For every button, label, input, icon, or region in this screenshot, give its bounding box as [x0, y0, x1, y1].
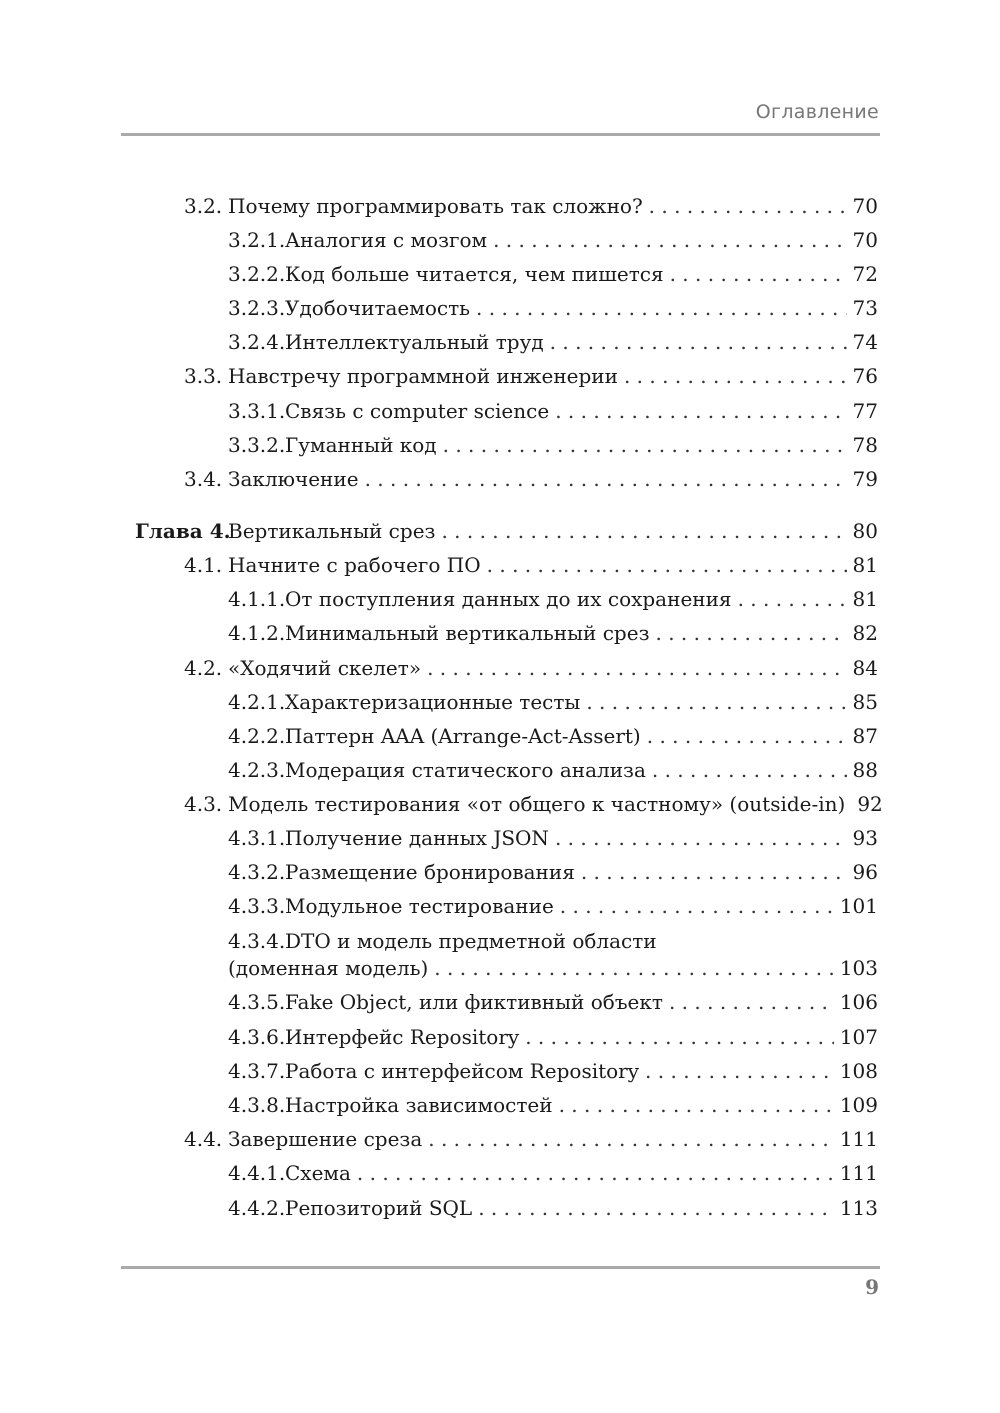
- toc-entry: [0, 193, 1000, 219]
- dot-leader: [357, 1160, 834, 1186]
- toc-entry-number: 3.2.2.: [228, 262, 286, 286]
- dot-leader: [669, 989, 834, 1015]
- toc-entry-number: 3.3.: [184, 364, 223, 388]
- dot-leader: [581, 859, 847, 885]
- dot-leader: [645, 1058, 834, 1084]
- toc-entry: [0, 227, 1000, 253]
- toc-entry: [0, 329, 1000, 355]
- toc-entry-number: 4.1.: [184, 553, 223, 577]
- dot-leader: [478, 1195, 834, 1221]
- toc-entry-page: 84: [852, 656, 878, 680]
- header-rule: [121, 133, 880, 136]
- toc-entry: [0, 689, 1000, 715]
- page-number: 9: [865, 1275, 879, 1299]
- toc-entry-number: 4.3.1.: [228, 826, 286, 850]
- toc-entry: [0, 859, 1000, 885]
- toc-entry-page: 88: [852, 758, 878, 782]
- toc-entry-page: 87: [852, 724, 878, 748]
- toc-entry: [0, 1092, 1000, 1118]
- toc-entry-number: 4.2.1.: [228, 690, 286, 714]
- toc-entry-number: 4.4.2.: [228, 1196, 286, 1220]
- dot-leader: [586, 689, 846, 715]
- toc-entry-number: 4.3.4.: [228, 929, 286, 953]
- toc-entry-title: Связь с computer science: [285, 399, 550, 423]
- toc-entry: [0, 620, 1000, 646]
- toc-entry-number: Глава 4.: [135, 519, 231, 543]
- toc-entry-title: Размещение бронирования: [285, 860, 575, 884]
- dot-leader: [365, 466, 847, 492]
- toc-entry: [0, 363, 1000, 389]
- toc-entry-number: 4.1.1.: [228, 587, 286, 611]
- toc-entry-page: 76: [852, 364, 878, 388]
- toc-entry: [0, 791, 1000, 817]
- toc-entry-title: Паттерн AAA (Arrange-Act-Assert): [285, 724, 641, 748]
- toc-entry: [0, 432, 1000, 458]
- toc-entry: [0, 518, 1000, 544]
- dot-leader: [555, 825, 847, 851]
- toc-entry-title: Получение данных JSON: [285, 826, 549, 850]
- toc-entry-page: 92: [857, 792, 883, 816]
- toc-entry-number: 4.2.2.: [228, 724, 286, 748]
- toc-entry-title: Fake Object, или фиктивный объект: [285, 990, 663, 1014]
- toc-entry: [0, 261, 1000, 287]
- running-header: Оглавление: [755, 101, 879, 123]
- toc-entry-page: 111: [839, 1161, 878, 1185]
- toc-entry: [0, 825, 1000, 851]
- toc-entry-page: 82: [852, 621, 878, 645]
- dot-leader: [555, 398, 846, 424]
- dot-leader: [487, 552, 847, 578]
- toc-entry: [0, 989, 1000, 1015]
- dot-leader: [649, 193, 847, 219]
- toc-entry-title: «Ходячий скелет»: [228, 656, 422, 680]
- toc-entry-page: 93: [852, 826, 878, 850]
- dot-leader: [441, 518, 846, 544]
- toc-entry-title: Модульное тестирование: [285, 894, 554, 918]
- toc-entry-page: 96: [852, 860, 878, 884]
- toc-entry-title-line1: DTO и модель предметной области: [285, 929, 657, 953]
- toc-entry-title: Настройка зависимостей: [285, 1093, 553, 1117]
- dot-leader: [624, 363, 847, 389]
- footer-rule: [121, 1266, 880, 1269]
- dot-leader: [652, 757, 847, 783]
- toc-entry-title: Модерация статического анализа: [285, 758, 646, 782]
- toc-entry-number: 4.1.2.: [228, 621, 286, 645]
- toc-entry-page: 70: [852, 228, 878, 252]
- toc-entry-page: 109: [839, 1093, 878, 1117]
- toc-entry: [0, 893, 1000, 919]
- toc-entry-title: Работа с интерфейсом Repository: [285, 1059, 640, 1083]
- toc-entry-page: 72: [852, 262, 878, 286]
- toc-entry-page: 107: [839, 1025, 878, 1049]
- dot-leader: [738, 586, 847, 612]
- toc-entry-number: 4.3.7.: [228, 1059, 286, 1083]
- toc-entry-number: 3.2.3.: [228, 296, 286, 320]
- dot-leader: [434, 955, 834, 981]
- toc-entry-number: 4.3.3.: [228, 894, 286, 918]
- toc-entry-title: Удобочитаемость: [285, 296, 471, 320]
- toc-entry: [0, 466, 1000, 492]
- toc-entry-page: 103: [839, 956, 878, 980]
- dot-leader: [670, 261, 847, 287]
- dot-leader: [647, 723, 847, 749]
- toc-entry: [0, 1126, 1000, 1152]
- toc-entry-title: Модель тестирования «от общего к частному» (outside-in): [228, 792, 846, 816]
- toc-entry-number: 3.2.: [184, 194, 223, 218]
- toc-entry-number: 4.2.: [184, 656, 223, 680]
- toc-entry-page: 77: [852, 399, 878, 423]
- toc-entry-title: Интеллектуальный труд: [285, 330, 544, 354]
- toc-entry-page: 78: [852, 433, 878, 457]
- toc-entry-number: 3.2.4.: [228, 330, 286, 354]
- toc-entry-number: 4.3.6.: [228, 1025, 286, 1049]
- dot-leader: [427, 655, 846, 681]
- dot-leader: [559, 1092, 834, 1118]
- toc-entry-title: Интерфейс Repository: [285, 1025, 520, 1049]
- toc-entry-number: 4.4.: [184, 1127, 223, 1151]
- toc-entry-title: Код больше читается, чем пишется: [285, 262, 664, 286]
- toc-entry-number: 3.3.2.: [228, 433, 286, 457]
- toc-entry-number: 4.3.5.: [228, 990, 286, 1014]
- toc-entry-page: 70: [852, 194, 878, 218]
- toc-entry-page: 101: [839, 894, 878, 918]
- toc-entry: [0, 586, 1000, 612]
- toc-entry: [0, 1195, 1000, 1221]
- toc-entry: [0, 723, 1000, 749]
- toc-entry: [0, 1160, 1000, 1186]
- toc-entry-title: (доменная модель): [228, 956, 429, 980]
- toc-entry-number: 3.4.: [184, 467, 223, 491]
- toc-entry: [0, 757, 1000, 783]
- toc-entry-title: Аналогия с мозгом: [285, 228, 488, 252]
- toc-entry-number: 3.2.1.: [228, 228, 286, 252]
- toc-entry-page: 79: [852, 467, 878, 491]
- dot-leader: [443, 432, 847, 458]
- toc-entry-page: 108: [839, 1059, 878, 1083]
- toc-entry-title: Навстречу программной инженерии: [228, 364, 618, 388]
- toc-entry-page: 106: [839, 990, 878, 1014]
- dot-leader: [655, 620, 846, 646]
- toc-entry: [0, 552, 1000, 578]
- toc-entry-title: От поступления данных до их сохранения: [285, 587, 732, 611]
- dot-leader: [493, 227, 846, 253]
- toc-entry-number: 4.3.2.: [228, 860, 286, 884]
- dot-leader: [428, 1126, 834, 1152]
- toc-entry: [0, 655, 1000, 681]
- dot-leader: [476, 295, 847, 321]
- toc-entry-title: Почему программировать так сложно?: [228, 194, 643, 218]
- toc-entry-page: 81: [852, 553, 878, 577]
- toc-entry-number: 4.2.3.: [228, 758, 286, 782]
- toc-entry: [0, 295, 1000, 321]
- dot-leader: [560, 893, 834, 919]
- toc-entry-page: 81: [852, 587, 878, 611]
- toc-entry: [0, 398, 1000, 424]
- toc-entry-number: 4.4.1.: [228, 1161, 286, 1185]
- toc-entry-page: 111: [839, 1127, 878, 1151]
- toc-entry-title: Завершение среза: [228, 1127, 423, 1151]
- toc-entry-title: Схема: [285, 1161, 351, 1185]
- toc-entry-page: 113: [839, 1196, 878, 1220]
- toc-entry-title: Гуманный код: [285, 433, 437, 457]
- toc-entry-title: Начните с рабочего ПО: [228, 553, 481, 577]
- dot-leader: [525, 1024, 834, 1050]
- toc-entry: [0, 955, 1000, 981]
- toc-entry-title: Заключение: [228, 467, 359, 491]
- toc-entry-title: Характеризационные тесты: [285, 690, 581, 714]
- toc-entry-title: Минимальный вертикальный срез: [285, 621, 650, 645]
- toc-entry-number: 4.3.: [184, 792, 223, 816]
- toc-entry-page: 73: [852, 296, 878, 320]
- toc-entry: [0, 1058, 1000, 1084]
- toc-entry: [0, 1024, 1000, 1050]
- toc-entry-page: 85: [852, 690, 878, 714]
- toc-entry-title: Вертикальный срез: [228, 519, 436, 543]
- toc-entry-page: 74: [852, 330, 878, 354]
- toc-entry-number: 3.3.1.: [228, 399, 286, 423]
- toc-entry-page: 80: [852, 519, 878, 543]
- toc-entry-number: 4.3.8.: [228, 1093, 286, 1117]
- dot-leader: [550, 329, 847, 355]
- toc-entry-title: Репозиторий SQL: [285, 1196, 473, 1220]
